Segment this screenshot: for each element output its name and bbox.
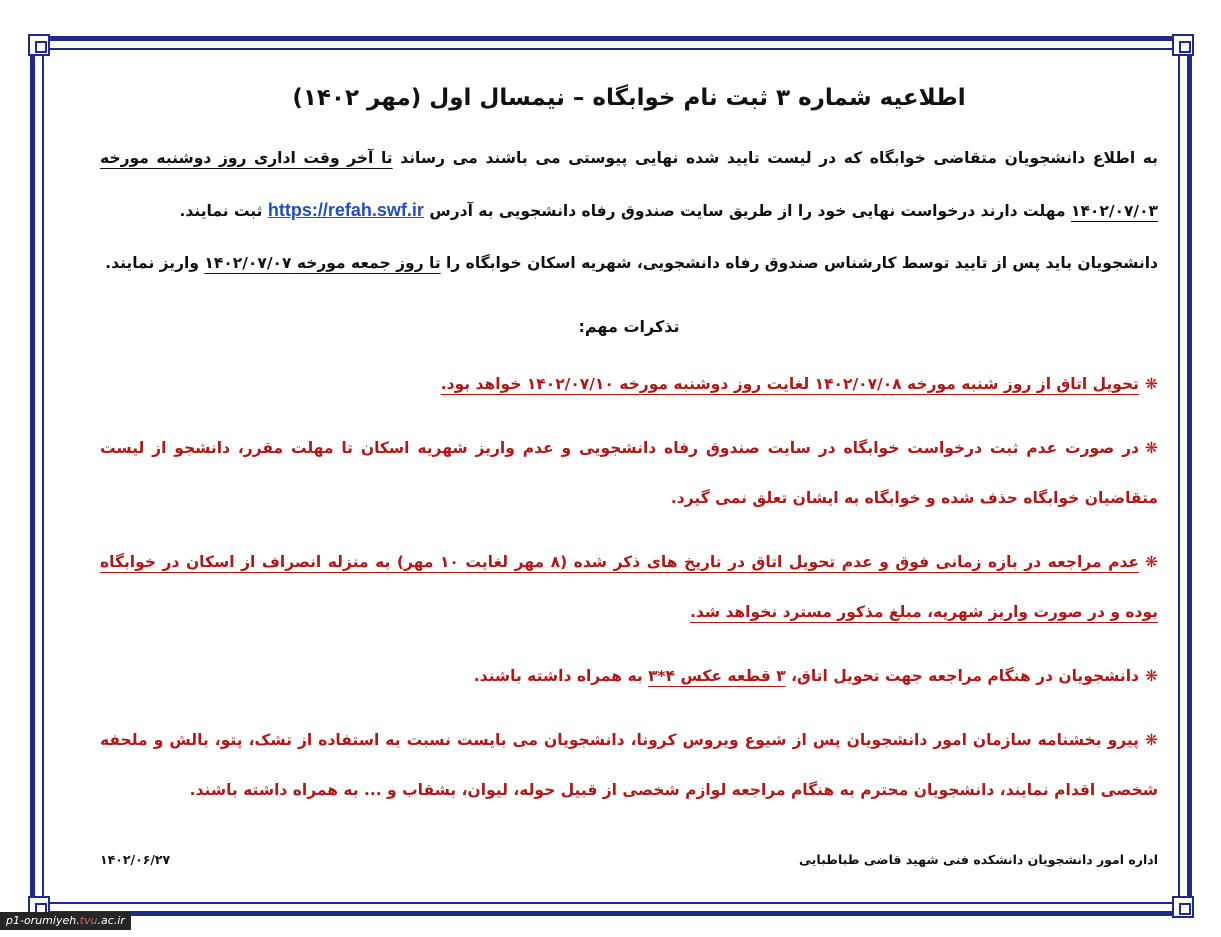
bullet-icon: ❋: [1145, 553, 1158, 571]
note-photos: [100, 651, 1158, 701]
note-room-delivery: [100, 359, 1158, 409]
photo-requirement: ۳ قطعه عکس ۴*۳: [648, 667, 786, 685]
announcement-body: [100, 60, 1158, 815]
note-no-show-withdrawal: [100, 537, 1158, 637]
payment-paragraph: [100, 237, 1158, 289]
issuing-office: اداره امور دانشجویان دانشکده فنی شهید قاضی طباطبایی: [799, 852, 1158, 867]
frame-corner-ornament: [1172, 896, 1194, 918]
notes-heading: تذکرات مهم:: [578, 317, 680, 336]
bullet-icon: ❋: [1145, 731, 1158, 749]
note-registration-removal: [100, 423, 1158, 523]
note-text: در صورت عدم ثبت درخواست خوابگاه در سایت صندوق رفاه دانشجویی و عدم واریز شهریه اسکان تا مهلت مقرر، دانشجو از لیست متقاضیان خوابگاه حذف شده و خوابگاه به ایشان تعلق نمی گیرد.: [100, 439, 1158, 507]
bullet-icon: ❋: [1145, 375, 1158, 393]
site-watermark: [0, 912, 131, 930]
intro-paragraph: [100, 132, 1158, 237]
note-text-1: دانشجویان در هنگام مراجعه جهت تحویل اتاق،: [785, 667, 1139, 685]
registration-deadline: تا آخر وقت اداری روز دوشنبه مورخه ۱۴۰۲/۰۷/۰۳: [100, 149, 1158, 220]
watermark-prefix: p1-orumiyeh.: [6, 914, 80, 927]
bullet-icon: ❋: [1145, 667, 1158, 685]
intro-text-3: ثبت نمایند.: [179, 202, 268, 220]
issue-date: ۱۴۰۲/۰۶/۲۷: [100, 852, 171, 867]
frame-corner-ornament: [28, 34, 50, 56]
document-footer: [100, 846, 1158, 876]
watermark-accent: tvu: [79, 914, 98, 927]
frame-corner-ornament: [1172, 34, 1194, 56]
payment-text-1: دانشجویان باید پس از تایید توسط کارشناس صندوق رفاه دانشجویی، شهریه اسکان خوابگاه را: [440, 254, 1158, 272]
note-text: پیرو بخشنامه سازمان امور دانشجویان پس از شیوع ویروس کرونا، دانشجویان می بایست نسبت به استفاده از تشک، پتو، بالش و ملحفه شخصی اقدام نمایند، دانشجویان محترم به هنگام مراجعه لوازم شخصی از قبیل حوله، لیوان، بشقاب و ... به همراه داشته باشند.: [100, 731, 1158, 799]
note-text: عدم مراجعه در بازه زمانی فوق و عدم تحویل اتاق در تاریخ های ذکر شده (۸ مهر لغایت ۱۰ مهر) به منزله انصراف از اسکان در خوابگاه بوده و در صورت واریز شهریه، مبلغ مذکور مسترد نخواهد شد.: [100, 553, 1158, 621]
announcement-title: اطلاعیه شماره ۳ ثبت نام خوابگاه – نیمسال اول (مهر ۱۴۰۲): [292, 85, 966, 111]
bullet-icon: ❋: [1145, 439, 1158, 457]
intro-text-2: مهلت دارند درخواست نهایی خود را از طریق سایت صندوق رفاه دانشجویی به آدرس: [423, 202, 1071, 220]
payment-deadline: تا روز جمعه مورخه ۱۴۰۲/۰۷/۰۷: [204, 254, 441, 272]
refah-website-link[interactable]: https://refah.swf.ir: [267, 200, 424, 220]
payment-text-2: واریز نمایند.: [105, 254, 205, 272]
note-text: تحویل اتاق از روز شنبه مورخه ۱۴۰۲/۰۷/۰۸ لغایت روز دوشنبه مورخه ۱۴۰۲/۰۷/۱۰ خواهد بود.: [440, 375, 1139, 393]
intro-text-1: به اطلاع دانشجویان متقاضی خوابگاه که در لیست تایید شده نهایی پیوستی می باشند می رساند: [392, 149, 1158, 167]
note-text-2: به همراه داشته باشند.: [473, 667, 649, 685]
note-personal-bedding: [100, 715, 1158, 815]
watermark-suffix: .ac.ir: [97, 914, 125, 927]
